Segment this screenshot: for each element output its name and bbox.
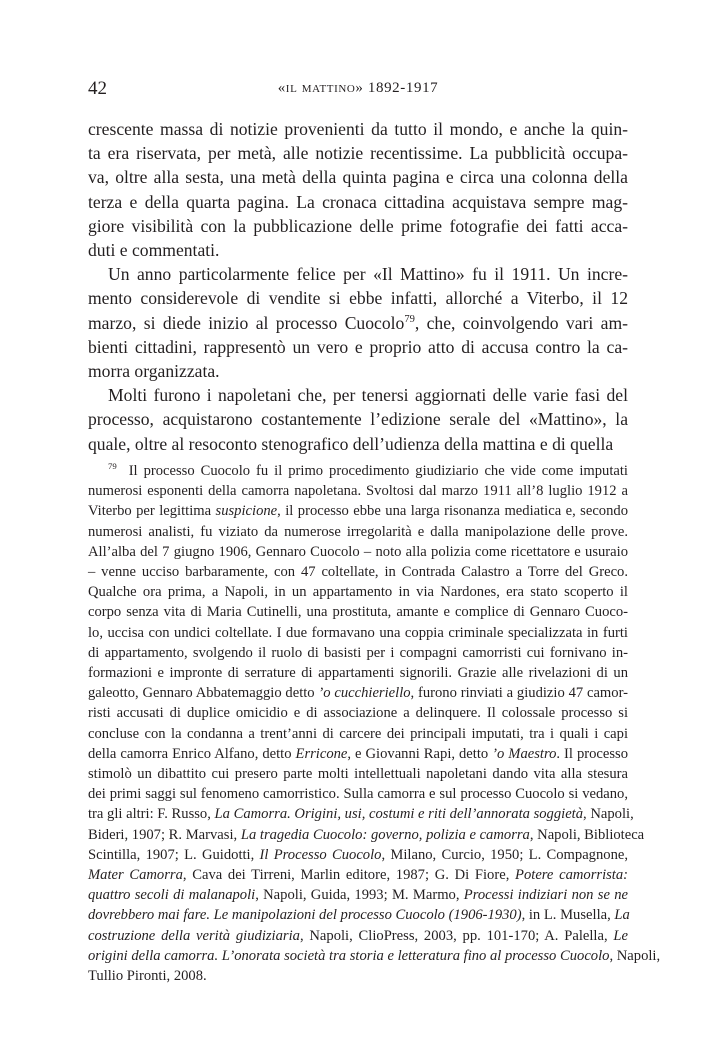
text-line: va, oltre alla sesta, una metà della quinta pagina e circa una colonna della [88, 167, 628, 188]
footnote-line: All’alba del 7 giugno 1906, Gennaro Cuocolo – noto alla polizia come ricettatore e usuraio [88, 543, 628, 560]
footnote-line: numerosi esponenti della camorra napoletana. Svoltosi dal marzo 1911 all’8 luglio 1912 a [88, 483, 628, 500]
footnote-line: tra gli altri: F. Russo, La Camorra. Origini, usi, costumi e riti dell’annorata soggietà, Napoli, [88, 806, 634, 823]
text-line: Un anno particolarmente felice per «Il Mattino» fu il 1911. Un incre- [108, 264, 628, 285]
footnote-line: galeotto, Gennaro Abbatemaggio detto ’o cucchieriello, furono rinviati a giudizio 47 camor- [88, 685, 628, 702]
footnote-line: risti accusati di duplice omicidio e di associazione a delinquere. Il colossale processo si [88, 705, 628, 722]
text-line: morra organizzata. [88, 361, 220, 382]
text-line: mento considerevole di vendite si ebbe infatti, allorché a Viterbo, il 12 [88, 288, 628, 309]
footnote-line: – venne ucciso barbaramente, con 47 coltellate, in Contrada Calastro a Torre del Greco. [88, 564, 628, 581]
footnote-line: $^{79}$ Il processo Cuocolo fu il primo procedimento giudiziario che vide come imputati [108, 461, 628, 479]
footnote-line: lo, uccisa con undici coltellate. I due formavano una coppia criminale specializzata in furti [88, 624, 628, 641]
text-line: processo, acquistarono costantemente l’edizione serale del «Mattino», la [88, 409, 628, 430]
running-head: «il mattino» 1892-1917 [277, 80, 439, 96]
footnote-number: 79 [108, 461, 117, 472]
page-header [88, 78, 628, 102]
body-text [88, 117, 628, 456]
footnote-line: origini della camorra. L’onorata società tra storia e letteratura fino al processo Cuocolo, Napoli, [88, 947, 661, 964]
footnote-line: Bideri, 1907; R. Marvasi, La tragedia Cuocolo: governo, polizia e camorra, Napoli, Biblioteca [88, 826, 645, 843]
footnote-line: della camorra Enrico Alfano, detto Erricone, e Giovanni Rapi, detto ’o Maestro. Il processo [88, 745, 629, 762]
text-line: ta era riservata, per metà, alle notizie recentissime. La pubblicità occupa- [88, 143, 628, 164]
text-line: crescente massa di notizie provenienti da tutto il mondo, e anche la quin- [88, 119, 628, 139]
footnote-line: Qualche ora prima, a Napoli, in un appartamento in via Nardones, era stato scoperto il [88, 584, 628, 601]
footnote-line: costruzione della verità giudiziaria, Napoli, ClioPress, 2003, pp. 101-170; A. Palella, Le [88, 927, 628, 944]
footnote-line: corpo senza vita di Maria Cutinelli, una prostituta, amante e complice di Gennaro Cuoco- [88, 604, 628, 621]
body-paragraph [88, 262, 628, 383]
text-line: marzo, si diede inizio al processo Cuocolo$^{79}$, che, coinvolgendo vari am- [88, 312, 628, 333]
page-number: 42 [88, 78, 107, 99]
footnote-line: stimolò un dibattito cui presero parte molti intellettuali napoletani dando vita alla stesura [88, 766, 628, 783]
footnote-line: dei primi saggi sul fenomeno camorristico. Sulla camorra e sul processo Cuocolo si vedano, [88, 786, 628, 803]
footnote-line: dovrebbero mai fare. Le manipolazioni del processo Cuocolo (1906-1930), in L. Musella, La [88, 907, 630, 924]
footnote-line: Tullio Pironti, 2008. [88, 968, 207, 985]
footnote-line: Scintilla, 1907; L. Guidotti, Il Processo Cuocolo, Milano, Curcio, 1950; L. Compagnone, [88, 846, 628, 863]
text-line: bienti cittadini, rappresentò un vero e proprio atto di accusa contro la ca- [88, 336, 628, 357]
text-line: duti e commentati. [88, 240, 220, 261]
footnote-reference[interactable]: 79 [404, 313, 415, 325]
footnote-line: di appartamento, svolgendo il ruolo di basisti per i compagni camorristi cui fornivano in- [88, 644, 628, 661]
footnote-line: concluse con la condanna a trent’anni di carcere dei principali imputati, tra i quali i capi [88, 725, 628, 742]
text-line: terza e della quarta pagina. La cronaca cittadina acquistava sempre mag- [88, 191, 628, 212]
footnote-line: formazioni e impronte di serrature di appartamenti signorili. Grazie alle rivelazioni di un [88, 665, 628, 682]
text-line: giore visibilità con la pubblicazione delle prime fotografie dei fatti acca- [88, 215, 628, 236]
footnotes [88, 461, 661, 986]
text-line: Molti furono i napoletani che, per tenersi aggiornati delle varie fasi del [108, 385, 628, 406]
footnote-line: Mater Camorra, Cava dei Tirreni, Marlin editore, 1987; G. Di Fiore, Potere camorrista: [88, 867, 629, 884]
footnote-line: Viterbo per legittima suspicione, il processo ebbe una larga risonanza mediatica e, secondo [88, 503, 628, 520]
footnote-line: numerosi analisti, fu viziato da numerose irregolarità e dalla manipolazione delle prove. [88, 523, 628, 540]
body-paragraph [88, 117, 628, 262]
text-line: quale, oltre al resoconto stenografico dell’udienza della mattina e di quella [88, 433, 614, 454]
footnote-line: quattro secoli di malanapoli, Napoli, Guida, 1993; M. Marmo, Processi indiziari non se ne [88, 887, 628, 904]
body-paragraph [88, 383, 628, 456]
